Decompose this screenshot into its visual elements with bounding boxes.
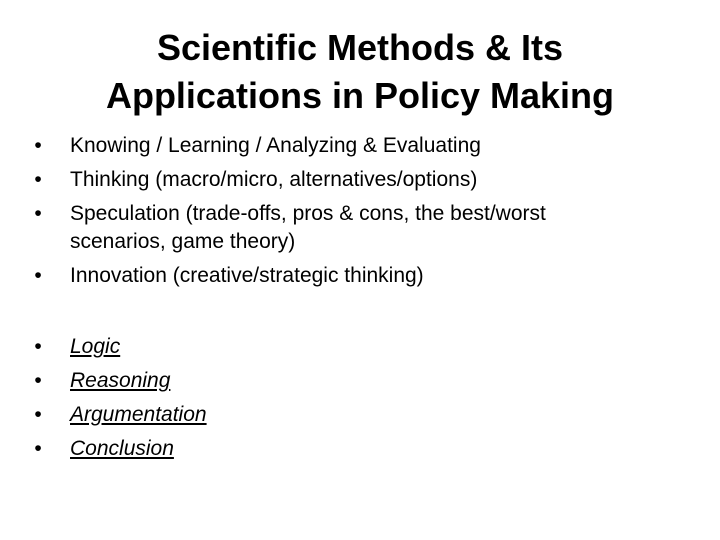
bullet-item-logic: [28, 330, 688, 364]
bullet-text-line-2: scenarios, game theory): [70, 230, 296, 253]
slide-title-line-1: Scientific Methods & Its: [156, 27, 564, 68]
bullet-item-reasoning: [28, 364, 688, 398]
bullet-item-conclusion: [28, 432, 688, 466]
reasoning-link[interactable]: Reasoning: [70, 369, 171, 392]
argumentation-link[interactable]: Argumentation: [70, 403, 207, 426]
bullet-item-argumentation: [28, 398, 688, 432]
bullet-dot-icon: •: [34, 134, 42, 157]
bullet-list-methods: [28, 129, 688, 293]
logic-link[interactable]: Logic: [70, 335, 121, 358]
bullet-dot-icon: •: [34, 403, 42, 426]
bullet-item-speculation: [28, 197, 688, 259]
slide-title: [40, 24, 680, 120]
bullet-text: Innovation (creative/strategic thinking): [70, 264, 424, 287]
bullet-text-line-1: Speculation (trade-offs, pros & cons, the best/worst: [70, 202, 546, 225]
bullet-dot-icon: •: [34, 202, 42, 225]
bullet-item-thinking: [28, 163, 688, 197]
bullet-item-knowing: [28, 129, 688, 163]
bullet-text: Thinking (macro/micro, alternatives/options): [70, 168, 478, 191]
bullet-list-links: [28, 330, 688, 466]
bullet-item-innovation: [28, 259, 688, 293]
bullet-dot-icon: •: [34, 264, 42, 287]
bullet-dot-icon: •: [34, 369, 42, 392]
conclusion-link[interactable]: Conclusion: [70, 437, 174, 460]
slide-title-line-2: Applications in Policy Making: [105, 75, 615, 116]
bullet-dot-icon: •: [34, 437, 42, 460]
bullet-text: Knowing / Learning / Analyzing & Evaluating: [70, 134, 481, 157]
bullet-dot-icon: •: [34, 168, 42, 191]
bullet-dot-icon: •: [34, 335, 42, 358]
